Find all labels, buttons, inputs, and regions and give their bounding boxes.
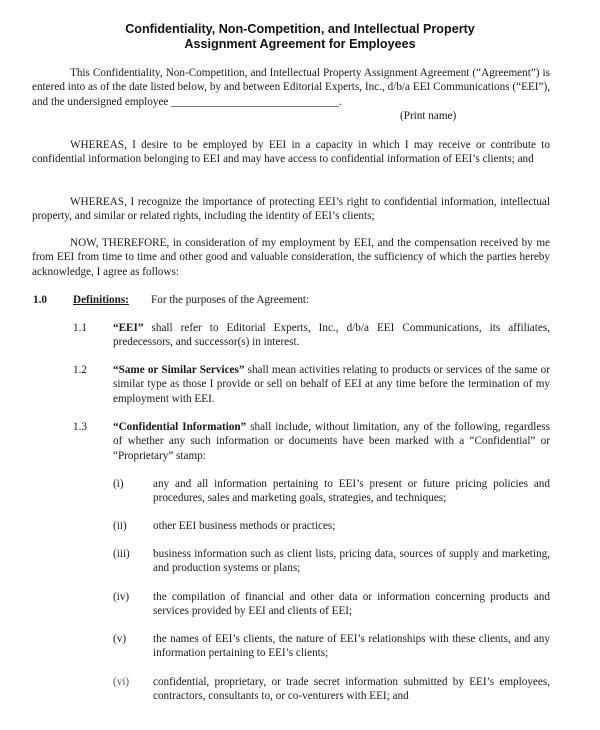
- list-item-text: business information such as client lists, pricing data, sources of supply and marketing, and production systems or plans;: [153, 548, 550, 575]
- subsection-number: 1.2: [73, 364, 87, 376]
- list-item-text: any and all information pertaining to EEI’s present or future pricing policies and procedures, sales and marketing goals, strategies, and techniques;: [153, 478, 550, 505]
- section-heading: Definitions:: [73, 294, 129, 306]
- definition-text: shall include, without limitation, any of the following, regardless of whether any such information or documents have been marked with a “Confidential” or “Proprietary” stamp:: [113, 421, 550, 462]
- now-therefore-paragraph: NOW, THEREFORE, in consideration of my employment by EEI, and the compensation received by me from EEI from time to time and other good and valuable consideration, the sufficiency of which the parties hereby acknowledge, I agree as follows:: [32, 237, 550, 278]
- list-item-text: the compilation of financial and other data or information concerning products and services provided by EEI and clients of EEI;: [153, 591, 550, 618]
- list-item-text: confidential, proprietary, or trade secret information submitted by EEI’s employees, contractors, consultants to, or co-venturers with EEI; and: [153, 676, 550, 703]
- whereas-paragraph-2: WHEREAS, I recognize the importance of protecting EEI’s right to confidential information, intellectual property, and similar or related rights, including the identity of EEI’s clients;: [32, 196, 550, 223]
- document-title: [0, 22, 600, 52]
- subsection-number: 1.3: [73, 421, 87, 433]
- subsection-body: [113, 321, 550, 350]
- subsection-body: [113, 363, 550, 406]
- intro-paragraph: This Confidentiality, Non-Competition, and Intellectual Property Assignment Agreement (“Agreement”) is entered into as of the date listed below, by and between Editorial Experts, Inc., d/b/a EEI Communications (“EEI”), and the undersigned employee ______________________________.: [32, 67, 550, 108]
- list-item-number: (iv): [113, 591, 130, 603]
- faint-watermark: [34, 676, 144, 690]
- list-item-number: (ii): [113, 520, 127, 532]
- list-item-number: (vi): [113, 676, 130, 688]
- defined-term: “Same or Similar Services”: [113, 364, 245, 376]
- defined-term: “EEI”: [113, 322, 144, 334]
- print-name-caption: (Print name): [400, 110, 457, 122]
- subsection-body: [113, 420, 550, 463]
- definition-text: shall refer to Editorial Experts, Inc., d/b/a EEI Communications, its affiliates, predecessors, and successor(s) in interest.: [113, 322, 550, 349]
- definition-text: shall mean activities relating to products or services of the same or similar type as those I provide or sell on behalf of EEI at any time before the termination of my employment with EEI.: [113, 364, 550, 405]
- list-item-text: the names of EEI’s clients, the nature of EEI’s relationships with these clients, and any information pertaining to EEI’s clients;: [153, 633, 550, 660]
- list-item-number: (i): [113, 478, 124, 490]
- subsection-number: 1.1: [73, 322, 87, 334]
- list-item-number: (v): [113, 633, 127, 645]
- list-item-text: other EEI business methods or practices;: [153, 520, 336, 532]
- section-number: 1.0: [33, 294, 47, 306]
- section-text: For the purposes of the Agreement:: [151, 294, 310, 306]
- whereas-paragraph-1: WHEREAS, I desire to be employed by EEI in a capacity in which I may receive or contribute to confidential information belonging to EEI and may have access to confidential information of EEI’s clients; and: [32, 139, 550, 166]
- list-item-number: (iii): [113, 548, 130, 560]
- title-line-2: Assignment Agreement for Employees: [184, 37, 416, 51]
- title-line-1: Confidentiality, Non-Competition, and Intellectual Property: [125, 22, 475, 36]
- defined-term: “Confidential Information”: [113, 421, 247, 433]
